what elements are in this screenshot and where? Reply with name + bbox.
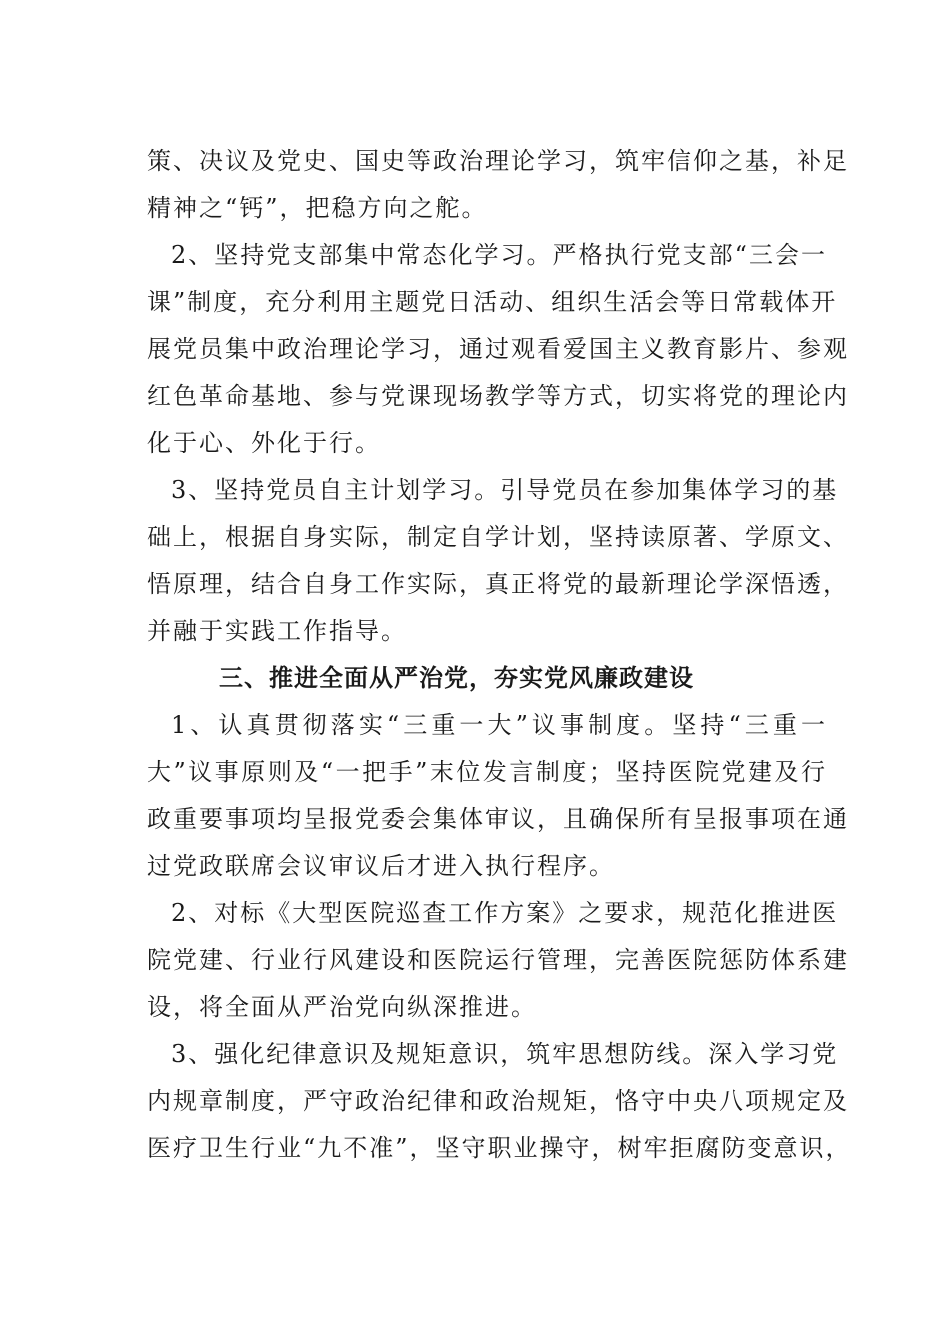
text-line: 展党员集中政治理论学习，通过观看爱国主义教育影片、参观 — [147, 335, 849, 363]
text-line: 3、强化纪律意识及规矩意识，筑牢思想防线。深入学习党 — [171, 1040, 839, 1068]
text-line: 1、认真贯彻落实“三重一大”议事制度。坚持“三重一 — [171, 711, 827, 739]
text-line: 2、坚持党支部集中常态化学习。严格执行党支部“三会一 — [171, 241, 827, 269]
text-line: 化于心、外化于行。 — [147, 429, 381, 457]
text-line: 悟原理，结合自身工作实际，真正将党的最新理论学深悟透， — [147, 570, 849, 598]
section-heading — [147, 655, 827, 702]
text-line: 政重要事项均呈报党委会集体审议，且确保所有呈报事项在通 — [147, 805, 849, 833]
document-body — [147, 138, 852, 1172]
text-line: 课”制度，充分利用主题党日活动、组织生活会等日常载体开 — [147, 288, 838, 316]
paragraph-continuation — [147, 138, 849, 232]
text-line: 过党政联席会议审议后才进入执行程序。 — [147, 852, 615, 880]
text-line: 三、推进全面从严治党，夯实党风廉政建设 — [219, 664, 694, 692]
paragraph — [147, 232, 849, 467]
paragraph — [147, 1031, 852, 1172]
text-line: 大”议事原则及“一把手”末位发言制度；坚持医院党建及行 — [147, 758, 827, 786]
text-line: 医疗卫生行业“九不准”，坚守职业操守，树牢拒腐防变意识， — [147, 1134, 852, 1162]
paragraph — [147, 467, 849, 655]
text-line: 并融于实践工作指导。 — [147, 617, 407, 645]
text-line: 策、决议及党史、国史等政治理论学习，筑牢信仰之基，补足 — [147, 147, 849, 175]
text-line: 精神之“钙”，把稳方向之舵。 — [147, 194, 488, 222]
text-line: 2、对标《大型医院巡查工作方案》之要求，规范化推进医 — [171, 899, 839, 927]
text-line: 红色革命基地、参与党课现场教学等方式，切实将党的理论内 — [147, 382, 849, 410]
text-line: 3、坚持党员自主计划学习。引导党员在参加集体学习的基 — [171, 476, 839, 504]
text-line: 院党建、行业行风建设和医院运行管理，完善医院惩防体系建 — [147, 946, 849, 974]
paragraph — [147, 890, 849, 1031]
text-line: 设，将全面从严治党向纵深推进。 — [147, 993, 537, 1021]
text-line: 内规章制度，严守政治纪律和政治规矩，恪守中央八项规定及 — [147, 1087, 849, 1115]
text-line: 础上，根据自身实际，制定自学计划，坚持读原著、学原文、 — [147, 523, 849, 551]
paragraph — [147, 702, 849, 890]
